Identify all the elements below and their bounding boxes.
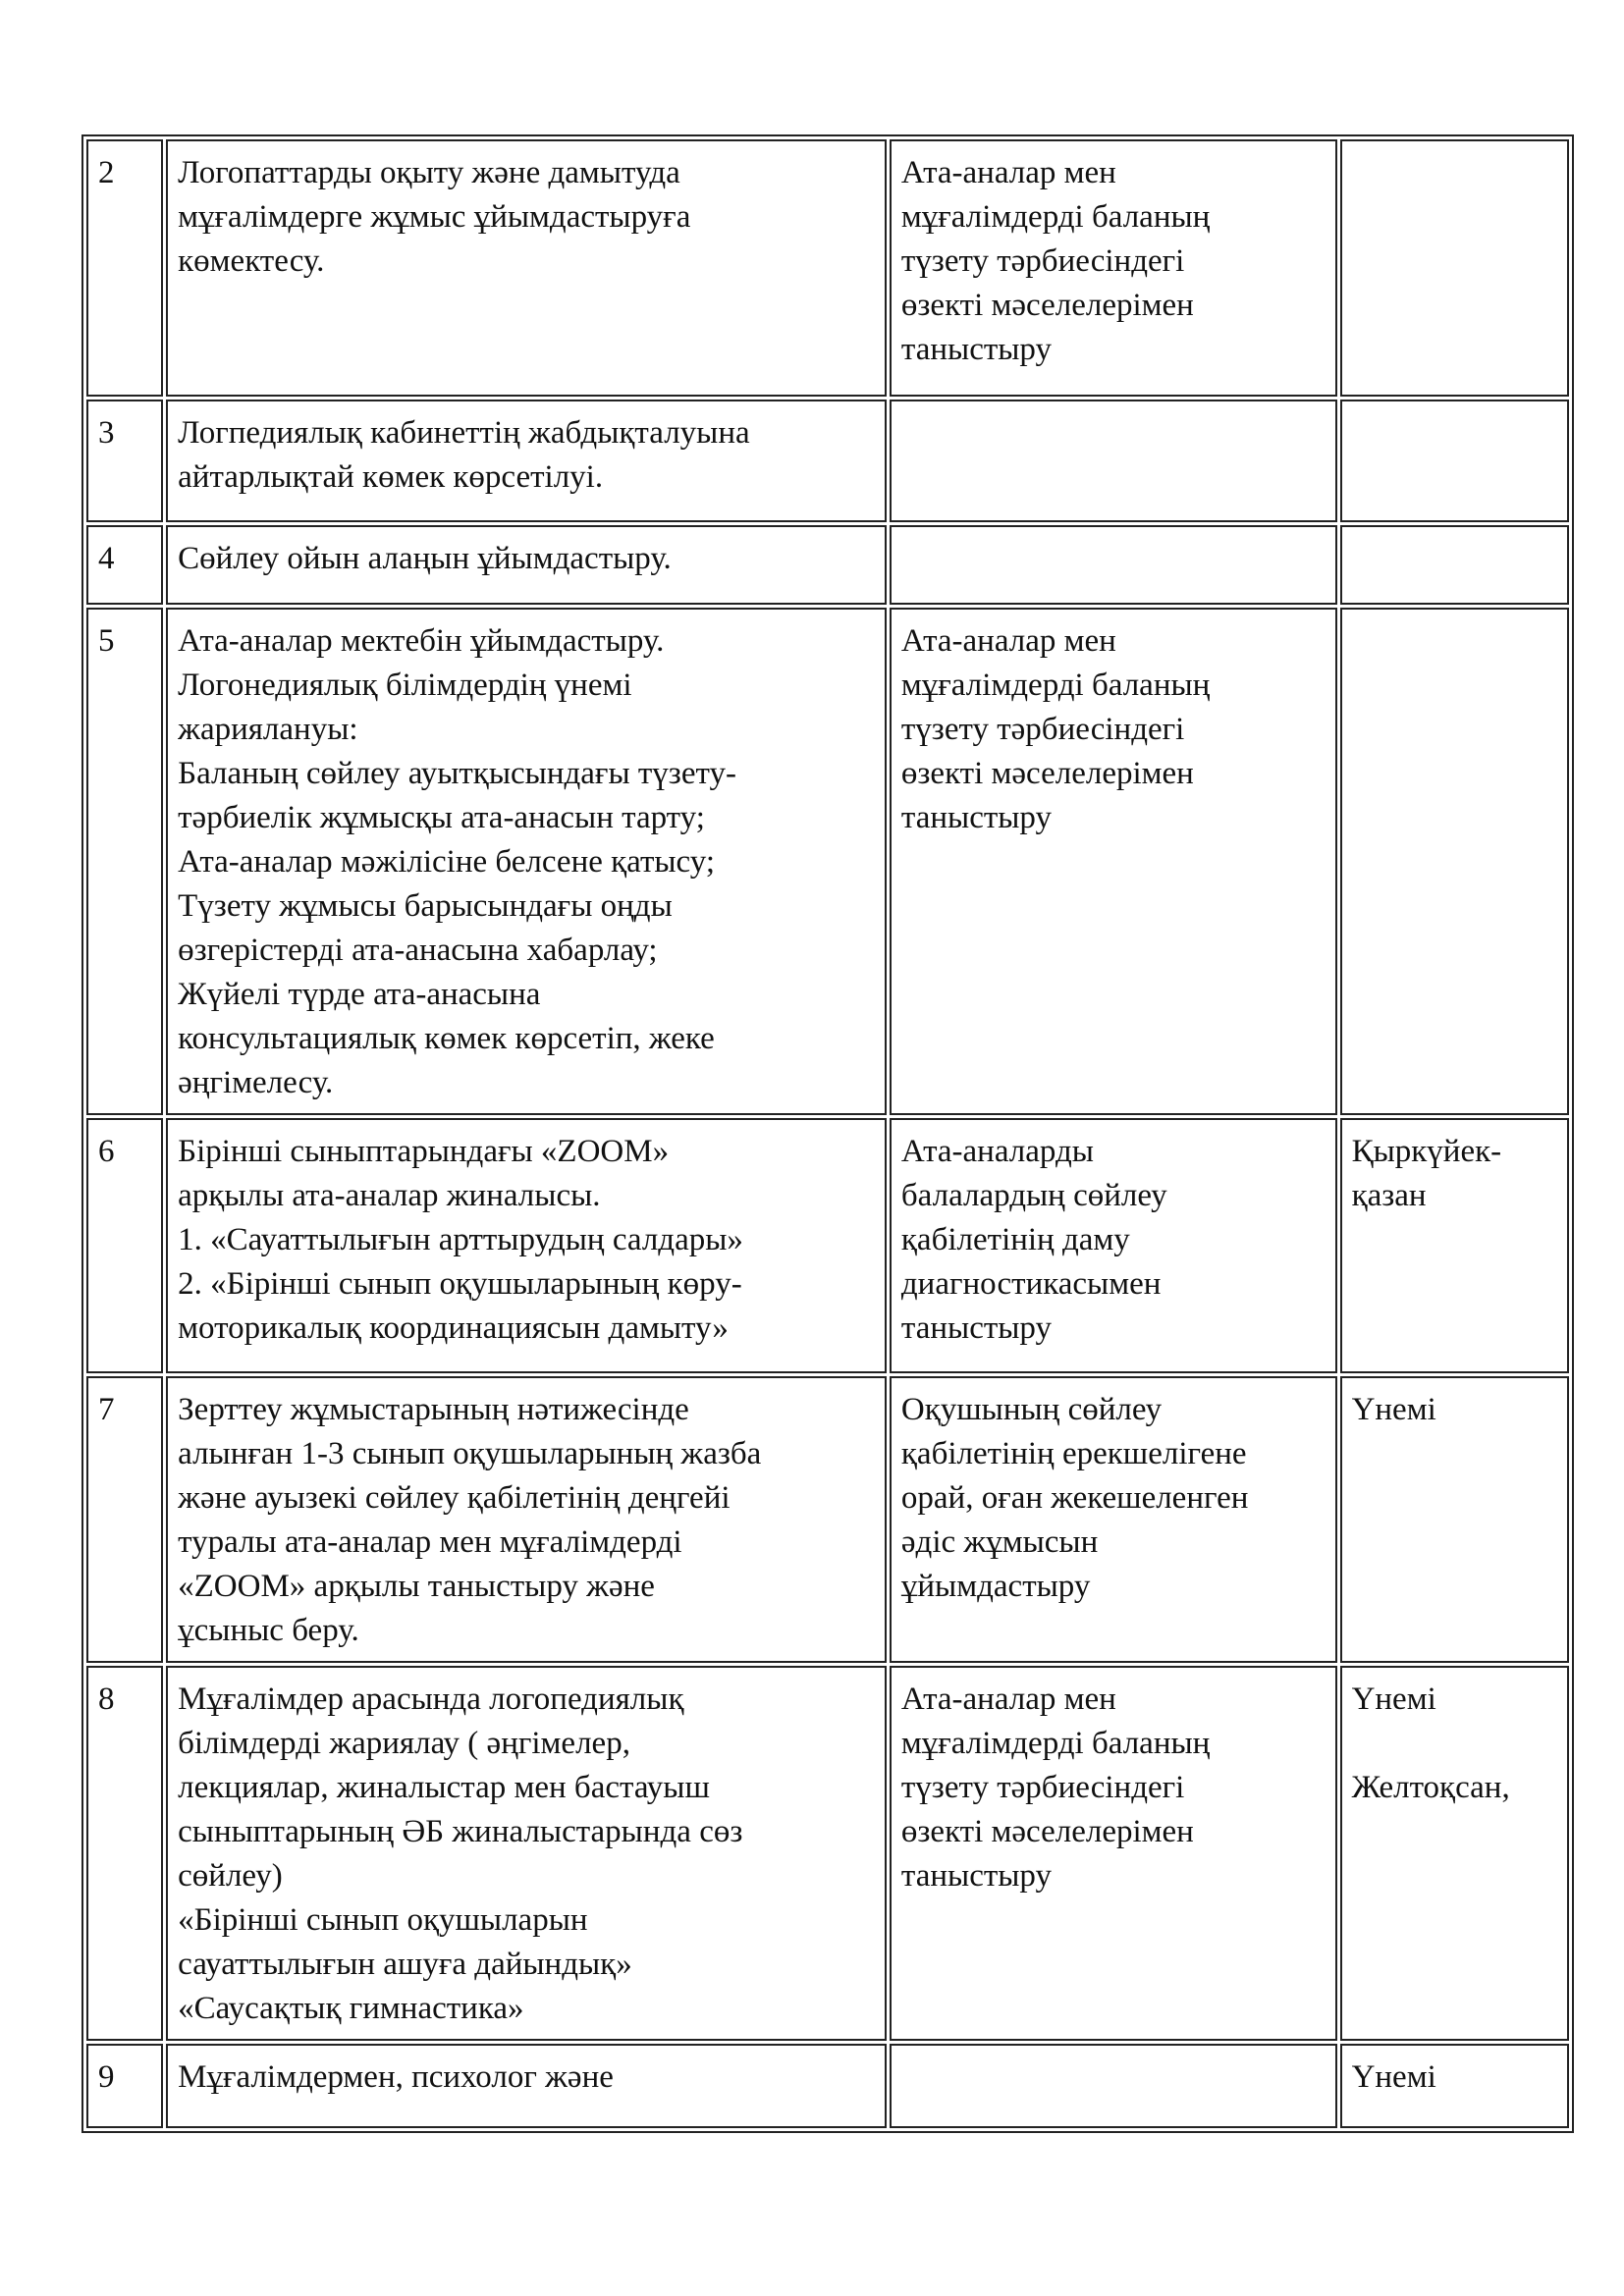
row-number-cell: 3 bbox=[86, 400, 163, 522]
goal-cell: Оқушының сөйлеу қабілетінің ерекшелігене орай, оған жекешеленген әдіс жұмысын ұйымдастыру bbox=[890, 1376, 1337, 1663]
table-row bbox=[86, 400, 1569, 522]
task-cell: Мұғалімдермен, психолог және bbox=[166, 2044, 887, 2128]
row-number-cell: 2 bbox=[86, 139, 163, 397]
goal-cell bbox=[890, 400, 1337, 522]
time-cell: Үнемі Желтоқсан, bbox=[1340, 1666, 1569, 2041]
task-cell: Зерттеу жұмыстарының нәтижесінде алынған 1-3 сынып оқушыларының жазба және ауызекі сөйлеу қабілетінің деңгейі туралы ата-аналар мен мұғалімдерді «ZOOM» арқылы таныстыру және ұсыныс беру. bbox=[166, 1376, 887, 1663]
time-cell: Қыркүйек- қазан bbox=[1340, 1118, 1569, 1373]
row-number-cell: 4 bbox=[86, 525, 163, 605]
time-cell bbox=[1340, 139, 1569, 397]
time-cell bbox=[1340, 525, 1569, 605]
goal-cell: Ата-аналар мен мұғалімдерді баланың түзету тәрбиесіндегі өзекті мәселелерімен таныстыру bbox=[890, 608, 1337, 1115]
table-row bbox=[86, 525, 1569, 605]
goal-cell: Ата-аналар мен мұғалімдерді баланың түзету тәрбиесіндегі өзекті мәселелерімен таныстыру bbox=[890, 139, 1337, 397]
time-cell bbox=[1340, 608, 1569, 1115]
goal-cell: Ата-аналар мен мұғалімдерді баланың түзету тәрбиесіндегі өзекті мәселелерімен таныстыру bbox=[890, 1666, 1337, 2041]
table-row bbox=[86, 1376, 1569, 1663]
table-row bbox=[86, 2044, 1569, 2128]
table-row bbox=[86, 608, 1569, 1115]
goal-cell bbox=[890, 525, 1337, 605]
task-cell: Логопаттарды оқыту және дамытуда мұғалімдерге жұмыс ұйымдастыруға көмектесу. bbox=[166, 139, 887, 397]
time-cell: Үнемі bbox=[1340, 2044, 1569, 2128]
row-number-cell: 8 bbox=[86, 1666, 163, 2041]
work-plan-table bbox=[81, 134, 1574, 2133]
task-cell: Сөйлеу ойын алаңын ұйымдастыру. bbox=[166, 525, 887, 605]
table-row bbox=[86, 1666, 1569, 2041]
time-cell: Үнемі bbox=[1340, 1376, 1569, 1663]
row-number-cell: 7 bbox=[86, 1376, 163, 1663]
task-cell: Ата-аналар мектебін ұйымдастыру. Логонедиялық білімдердің үнемі жариялануы: Баланың сөйлеу ауытқысындағы түзету- тәрбиелік жұмысқы ата-анасын тарту; Ата-аналар мәжілісіне белсене қатысу; Түзету жұмысы барысындағы оңды өзгерістерді ата-анасына хабарлау; Жүйелі түрде ата-анасына консультациялық көмек көрсетіп, жеке әңгімелесу. bbox=[166, 608, 887, 1115]
task-cell: Мұғалімдер арасында логопедиялық білімдерді жариялау ( әңгімелер, лекциялар, жиналыстар мен бастауыш сыныптарының ӘБ жиналыстарында сөз сөйлеу) «Бірінші сынып оқушыларын сауаттылығын ашуға дайындық» «Саусақтық гимнастика» bbox=[166, 1666, 887, 2041]
task-cell: Бірінші сыныптарындағы «ZOOM» арқылы ата-аналар жиналысы. 1. «Сауаттылығын арттырудың салдары» 2. «Бірінші сынып оқушыларының көру- моторикалық координациясын дамыту» bbox=[166, 1118, 887, 1373]
row-number-cell: 6 bbox=[86, 1118, 163, 1373]
table-row bbox=[86, 139, 1569, 397]
row-number-cell: 5 bbox=[86, 608, 163, 1115]
table-row bbox=[86, 1118, 1569, 1373]
row-number-cell: 9 bbox=[86, 2044, 163, 2128]
goal-cell: Ата-аналарды балалардың сөйлеу қабілетінің даму диагностикасымен таныстыру bbox=[890, 1118, 1337, 1373]
goal-cell bbox=[890, 2044, 1337, 2128]
time-cell bbox=[1340, 400, 1569, 522]
task-cell: Логпедиялық кабинеттің жабдықталуына айтарлықтай көмек көрсетілуі. bbox=[166, 400, 887, 522]
